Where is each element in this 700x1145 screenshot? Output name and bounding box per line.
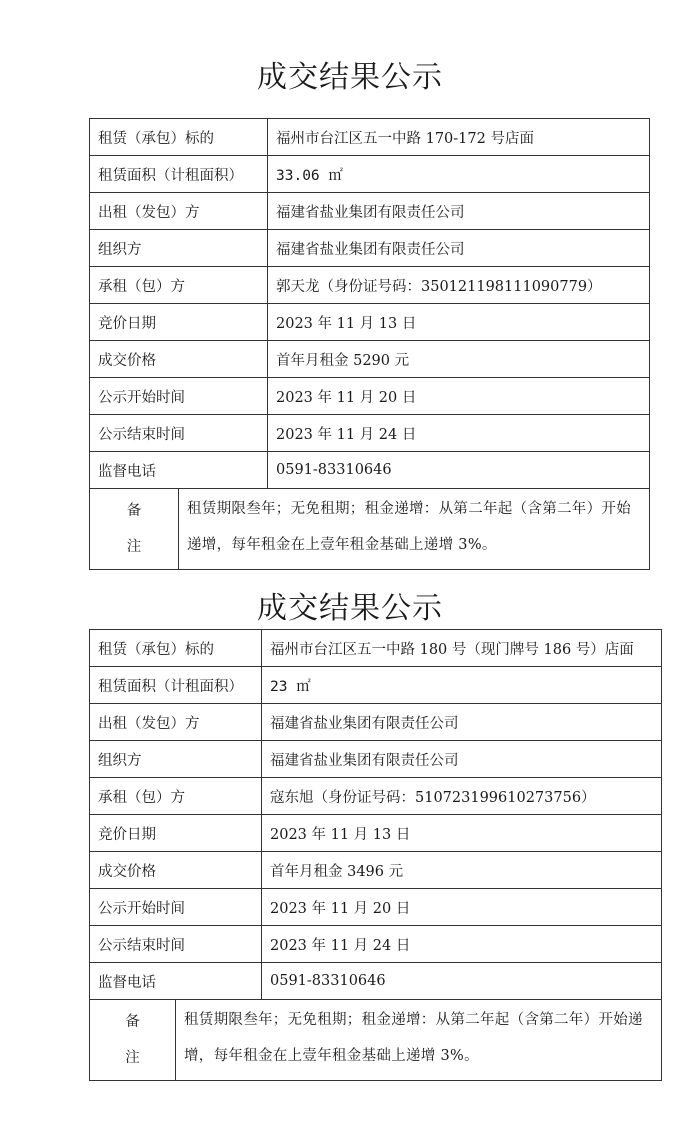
table-row (90, 452, 650, 489)
row-value-area: 33.06 ㎡ (268, 156, 650, 193)
row-label-phone: 监督电话 (90, 452, 268, 489)
table-row (90, 341, 650, 378)
table-row (90, 378, 650, 415)
row-label-area: 租赁面积（计租面积） (90, 156, 268, 193)
row-value-lessee: 寇东旭（身份证号码：510723199610273756） (262, 778, 662, 815)
row-value-lessee: 郭天龙（身份证号码：350121198111090779） (268, 267, 650, 304)
row-value-organizer: 福建省盐业集团有限责任公司 (262, 741, 662, 778)
table-row (90, 926, 662, 963)
row-value-start: 2023 年 11 月 20 日 (268, 378, 650, 415)
remark-label-char: 注 (126, 539, 142, 555)
row-label-price: 成交价格 (90, 852, 262, 889)
row-value-lessor: 福建省盐业集团有限责任公司 (262, 704, 662, 741)
table-row (90, 778, 662, 815)
table-row (90, 667, 662, 704)
table-row (90, 267, 650, 304)
row-value-subject: 福州市台江区五一中路 170-172 号店面 (268, 119, 650, 156)
row-label-lessee: 承租（包）方 (90, 778, 262, 815)
row-value-bid-date: 2023 年 11 月 13 日 (262, 815, 662, 852)
table-row (90, 119, 650, 156)
row-label-area: 租赁面积（计租面积） (90, 667, 262, 704)
notice-table (89, 118, 650, 570)
row-value-end: 2023 年 11 月 24 日 (262, 926, 662, 963)
table-row (90, 889, 662, 926)
table-row (90, 963, 662, 1000)
table-row (90, 230, 650, 267)
row-label-phone: 监督电话 (90, 963, 262, 1000)
notice-title: 成交结果公示 (257, 591, 443, 626)
table-row (90, 815, 662, 852)
table-row (90, 852, 662, 889)
table-row (90, 304, 650, 341)
row-label-end: 公示结束时间 (90, 926, 262, 963)
remark-label-char: 备 (126, 503, 142, 519)
remark-text: 租赁期限叁年；无免租期；租金递增：从第二年起（含第二年）开始递增，每年租金在上壹年租金基础上递增 3%。 (176, 1000, 662, 1081)
row-label-lessee: 承租（包）方 (90, 267, 268, 304)
row-value-end: 2023 年 11 月 24 日 (268, 415, 650, 452)
row-label-bid-date: 竞价日期 (90, 304, 268, 341)
row-label-start: 公示开始时间 (90, 378, 268, 415)
remark-label-char: 注 (125, 1050, 140, 1066)
row-label-organizer: 组织方 (90, 741, 262, 778)
row-value-bid-date: 2023 年 11 月 13 日 (268, 304, 650, 341)
table-row (90, 741, 662, 778)
remark-text: 租赁期限叁年；无免租期；租金递增：从第二年起（含第二年）开始递增，每年租金在上壹年租金基础上递增 3%。 (179, 489, 650, 570)
row-label-lessor: 出租（发包）方 (90, 704, 262, 741)
row-label-organizer: 组织方 (90, 230, 268, 267)
row-value-organizer: 福建省盐业集团有限责任公司 (268, 230, 650, 267)
row-value-price: 首年月租金 3496 元 (262, 852, 662, 889)
remark-label (90, 1000, 176, 1081)
table-row-remark (90, 1000, 662, 1081)
row-label-subject: 租赁（承包）标的 (90, 119, 268, 156)
row-label-subject: 租赁（承包）标的 (90, 630, 262, 667)
row-label-bid-date: 竞价日期 (90, 815, 262, 852)
row-value-area: 23 ㎡ (262, 667, 662, 704)
row-value-lessor: 福建省盐业集团有限责任公司 (268, 193, 650, 230)
row-value-phone: 0591-83310646 (268, 452, 650, 489)
row-value-price: 首年月租金 5290 元 (268, 341, 650, 378)
table-row (90, 630, 662, 667)
row-value-start: 2023 年 11 月 20 日 (262, 889, 662, 926)
row-label-end: 公示结束时间 (90, 415, 268, 452)
notice-title: 成交结果公示 (257, 60, 443, 95)
table-row (90, 704, 662, 741)
row-label-lessor: 出租（发包）方 (90, 193, 268, 230)
remark-label-char: 备 (125, 1014, 140, 1030)
row-value-phone: 0591-83310646 (262, 963, 662, 1000)
row-value-subject: 福州市台江区五一中路 180 号（现门牌号 186 号）店面 (262, 630, 662, 667)
table-row (90, 156, 650, 193)
notice-table (89, 629, 662, 1081)
table-row (90, 415, 650, 452)
row-label-start: 公示开始时间 (90, 889, 262, 926)
row-label-price: 成交价格 (90, 341, 268, 378)
table-row (90, 193, 650, 230)
remark-label (90, 489, 179, 570)
table-row-remark (90, 489, 650, 570)
